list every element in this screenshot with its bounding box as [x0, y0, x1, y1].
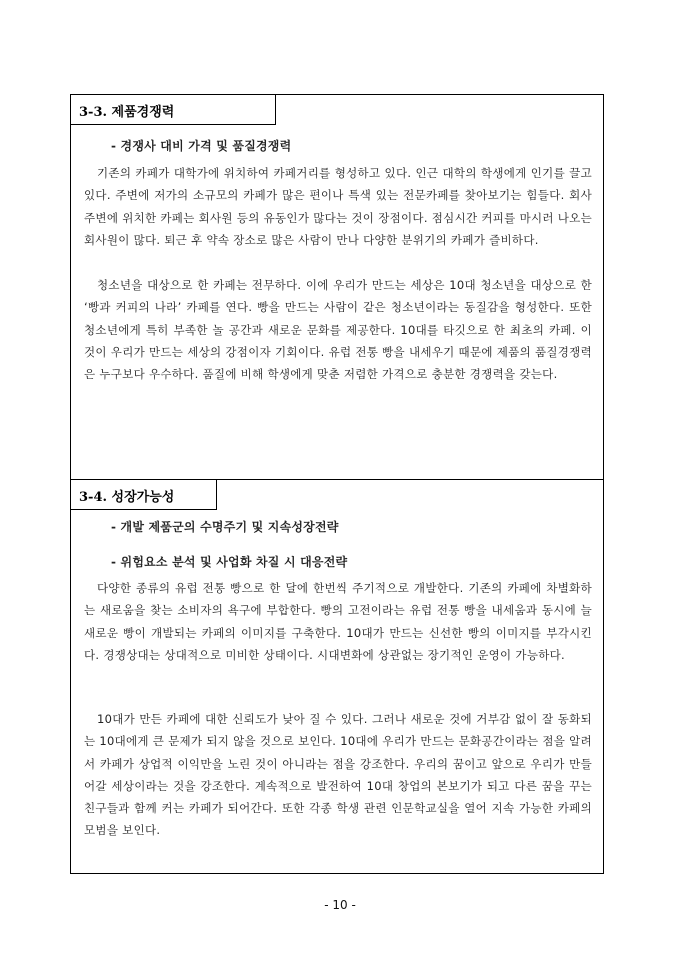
paragraph: 기존의 카페가 대학가에 위치하여 카페거리를 형성하고 있다. 인근 대학의 학생에게 인기를 끌고 있다. 주변에 저가의 소규모의 카페가 많은 편이나 특색 있는 전문카페를 찾아보기는 힘들다. 회사 주변에 위치한 카페는 회사원 등의 유동인가 많다는 것이 장점이다. 점심시간 커피를 마시러 나오는 회사원이 많다. 퇴근 후 약속 장소로 많은 사람이 만나 다양한 분위기의 카페가 즐비하다.	[84, 166, 592, 247]
paragraph: 다양한 종류의 유럽 전통 빵으로 한 달에 한번씩 주기적으로 개발한다. 기존의 카페에 차별화하는 새로움을 찾는 소비자의 욕구에 부합한다. 빵의 고전이라는 유럽 전통 빵을 내세움과 동시에 늘 새로운 빵이 개발되는 카페의 이미지를 구축한다. 10대가 만드는 신선한 빵의 이미지를 부각시킨다. 경쟁상대는 상대적으로 미비한 상태이다. 시대변화에 상관없는 장기적인 운영이 가능하다.	[84, 581, 592, 662]
page-number: - 10 -	[324, 898, 356, 912]
paragraph: 청소년을 대상으로 한 카페는 전무하다. 이에 우리가 만드는 세상은 10대 청소년을 대상으로 한 ‘빵과 커피의 나라’ 카페를 연다. 빵을 만드는 사람이 같은 청소년이라는 동질감을 형성한다. 또한 청소년에게 특히 부족한 놀 공간과 새로운 문화를 제공한다. 10대를 타깃으로 한 최초의 카페. 이것이 우리가 만드는 세상의 강점이자 기회이다. 유럽 전통 빵을 내세우기 때문에 제품의 품질경쟁력은 누구보다 우수하다. 품질에 비해 학생에게 맞춘 저렴한 가격으로 충분한 경쟁력을 갖는다.	[84, 278, 592, 382]
paragraph: 10대가 만든 카페에 대한 신뢰도가 낮아 질 수 있다. 그러나 새로운 것에 거부감 없이 잘 동화되는 10대에게 큰 문제가 되지 않을 것으로 보인다. 10대에 우리가 만드는 문화공간이라는 점을 알려서 카페가 상업적 이익만을 노린 것이 아니라는 점을 강조한다. 우리의 꿈이고 앞으로 우리가 만들어갈 세상이라는 것을 강조한다. 계속적으로 발전하여 10대 창업의 본보기가 되고 다른 꿈을 꾸는 친구들과 함께 커는 카페가 되어간다. 또한 각종 학생 관련 인문학교실을 열어 지속 가능한 카페의 모범을 보인다.	[84, 712, 592, 838]
subheading: - 개발 제품군의 수명주기 및 지속성장전략	[111, 520, 339, 534]
section-title-box	[71, 95, 276, 125]
section-title-box	[71, 480, 217, 510]
section-title: 3-4. 성장가능성	[79, 490, 175, 505]
subheading: - 경쟁사 대비 가격 및 품질경쟁력	[111, 139, 292, 153]
section-growth-potential	[71, 480, 603, 873]
section-product-competitiveness	[71, 95, 603, 480]
section-title: 3-3. 제품경쟁력	[79, 105, 175, 120]
subheading: - 위험요소 분석 및 사업화 차질 시 대응전략	[111, 555, 348, 569]
document-frame	[70, 94, 604, 874]
